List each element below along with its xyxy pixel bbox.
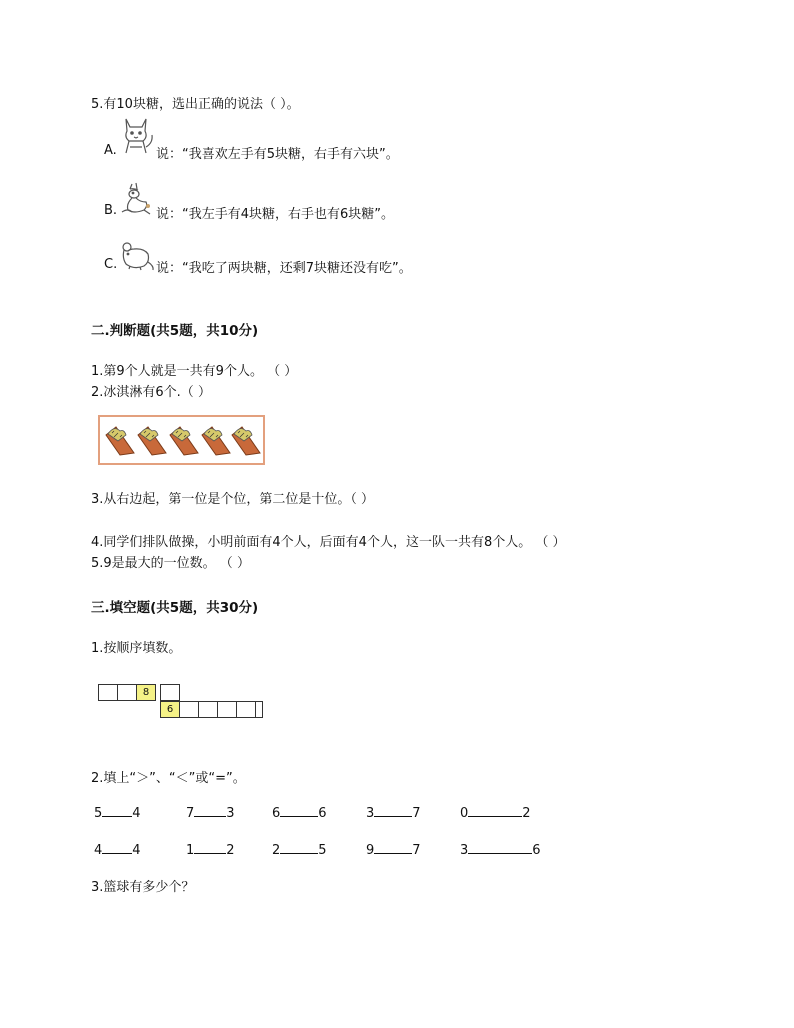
compare-left: 7 [186,806,195,821]
grid-cell[interactable] [98,684,118,701]
grid-cell[interactable] [255,701,263,718]
answer-blank[interactable] [468,804,522,817]
answer-blank[interactable] [280,841,318,854]
compare-left: 6 [272,806,281,821]
option-c-letter: C. [104,257,118,272]
compare-left: 1 [186,843,195,858]
deer-icon [118,180,156,218]
section-judge-heading: 二.判断题(共5题，共10分) [91,323,259,339]
judge-item-2: 2.冰淇淋有6个.（ ） [91,385,211,400]
grid-cell[interactable] [217,701,237,718]
compare-left: 2 [272,843,281,858]
answer-blank[interactable] [468,841,532,854]
compare-right: 7 [412,806,421,821]
compare-right: 2 [522,806,531,821]
ice-cream-cone-icon [230,423,262,457]
ice-cream-cone-icon [136,423,168,457]
ice-cream-cone-icon [200,423,232,457]
grid-cell[interactable]: 8 [136,684,156,701]
option-a-letter: A. [104,143,117,158]
compare-left: 5 [94,806,103,821]
compare-right: 6 [532,843,541,858]
compare-right: 3 [226,806,235,821]
compare-right: 5 [318,843,327,858]
ice-cream-cone-icon [104,423,136,457]
answer-blank[interactable] [102,804,132,817]
compare-right: 4 [132,843,141,858]
icecream-picture [98,415,265,465]
judge-item-4: 4.同学们排队做操，小明前面有4个人，后面有4个人，这一队一共有8个人。 （ ） [91,535,566,550]
compare-item [272,804,327,821]
judge-item-5: 5.9是最大的一位数。 （ ） [91,556,250,571]
cat-icon [118,113,156,155]
grid-cell[interactable] [179,701,199,718]
answer-blank[interactable] [102,841,132,854]
compare-right: 2 [226,843,235,858]
fill-question-2: 2.填上“＞”、“＜”或“=”。 [91,771,246,786]
compare-item [186,841,235,858]
answer-blank[interactable] [280,804,318,817]
compare-item [186,804,235,821]
compare-item [94,804,141,821]
answer-blank[interactable] [374,804,412,817]
compare-left: 3 [460,843,469,858]
section-fill-heading: 三.填空题(共5题，共30分) [91,600,259,616]
compare-left: 9 [366,843,375,858]
ice-cream-cone-icon [168,423,200,457]
grid-cell[interactable] [160,684,180,701]
grid-cell[interactable] [117,684,137,701]
judge-item-1: 1.第9个人就是一共有9个人。 （ ） [91,364,298,379]
answer-blank[interactable] [194,841,226,854]
compare-item [94,841,141,858]
compare-item [272,841,327,858]
fill-question-3: 3.篮球有多少个？ [91,880,195,895]
compare-right: 7 [412,843,421,858]
compare-item [366,841,421,858]
compare-right: 4 [132,806,141,821]
answer-blank[interactable] [194,804,226,817]
option-b-letter: B. [104,203,118,218]
option-b-text: 说：“我左手有4块糖，右手也有6块糖”。 [156,207,395,222]
compare-left: 0 [460,806,469,821]
compare-left: 4 [94,843,103,858]
compare-item [366,804,421,821]
compare-item [460,804,531,821]
grid-cell[interactable] [236,701,256,718]
option-c-text: 说：“我吃了两块糖，还剩7块糖还没有吃”。 [156,261,412,276]
compare-item [460,841,541,858]
grid-cell[interactable] [198,701,218,718]
option-a-text: 说：“我喜欢左手有5块糖，右手有六块”。 [156,147,399,162]
question-5: 5.有10块糖，选出正确的说法（ ）。 [91,97,300,112]
compare-left: 3 [366,806,375,821]
compare-right: 6 [318,806,327,821]
fill-question-1: 1.按顺序填数。 [91,641,182,656]
grid-cell[interactable]: 6 [160,701,180,718]
judge-item-3: 3.从右边起，第一位是个位，第二位是十位。（ ） [91,492,375,507]
mouse-icon [118,240,156,272]
answer-blank[interactable] [374,841,412,854]
